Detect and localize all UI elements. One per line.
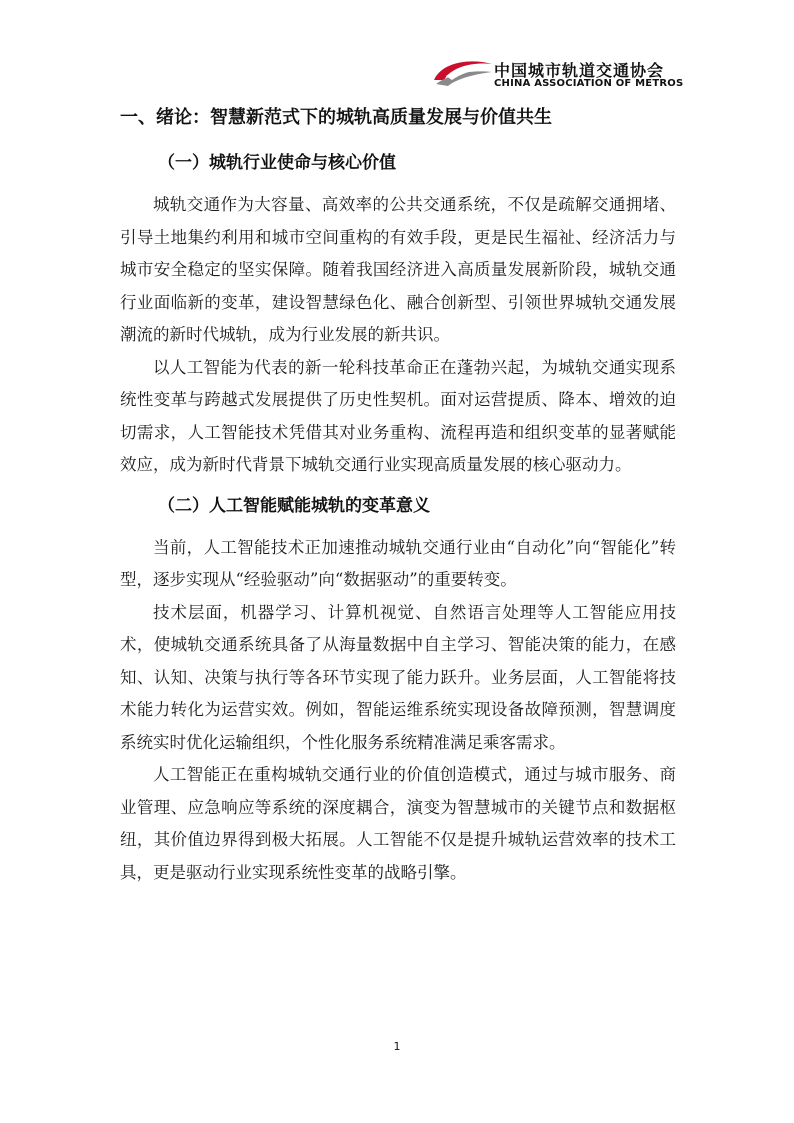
- paragraph: 当前，人工智能技术正加速推动城轨交通行业由“自动化”向“智能化”转型，逐步实现从“经验驱动”向“数据驱动”的重要转变。: [120, 537, 676, 589]
- section-title: 一、绪论：智慧新范式下的城轨高质量发展与价值共生: [120, 107, 552, 128]
- logo-english-name: CHINA ASSOCIATION OF METROS: [494, 78, 684, 89]
- paragraph: 人工智能正在重构城轨交通行业的价值创造模式，通过与城市服务、商业管理、应急响应等系统的深度耦合，演变为智慧城市的关键节点和数据枢纽，其价值边界得到极大拓展。人工智能不仅是提升城轨运营效率的技术工具，更是驱动行业实现系统性变革的战略引擎。: [120, 765, 676, 882]
- metro-emblem-icon: [432, 58, 494, 88]
- paragraph: 以人工智能为代表的新一轮科技革命正在蓬勃兴起，为城轨交通实现系统性变革与跨越式发展提供了历史性契机。面对运营提质、降本、增效的迫切需求，人工智能技术凭借其对业务重构、流程再造和组织变革的显著赋能效应，成为新时代背景下城轨交通行业实现高质量发展的核心驱动力。: [120, 357, 676, 474]
- paragraph: 技术层面，机器学习、计算机视觉、自然语言处理等人工智能应用技术，使城轨交通系统具备了从海量数据中自主学习、智能决策的能力，在感知、认知、决策与执行等各环节实现了能力跃升。业务层面，人工智能将技术能力转化为运营实效。例如，智能运维系统实现设备故障预测，智慧调度系统实时优化运输组织，个性化服务系统精准满足乘客需求。: [120, 602, 676, 752]
- page-number: 1: [393, 1040, 401, 1053]
- paragraph: 城轨交通作为大容量、高效率的公共交通系统，不仅是疏解交通拥堵、引导土地集约利用和城市空间重构的有效手段，更是民生福祉、经济活力与城市安全稳定的坚实保障。随着我国经济进入高质量发展新阶段，城轨交通行业面临新的变革，建设智慧绿色化、融合创新型、引领世界城轨交通发展潮流的新时代城轨，成为行业发展的新共识。: [120, 195, 676, 344]
- subsection-title-2: （二）人工智能赋能城轨的变革意义: [158, 495, 430, 516]
- logo-chinese-name: 中国城市轨道交通协会: [494, 61, 665, 80]
- association-logo: [432, 56, 684, 92]
- document-body: [120, 104, 676, 889]
- subsection-title-1: （一）城轨行业使命与核心价值: [158, 153, 396, 173]
